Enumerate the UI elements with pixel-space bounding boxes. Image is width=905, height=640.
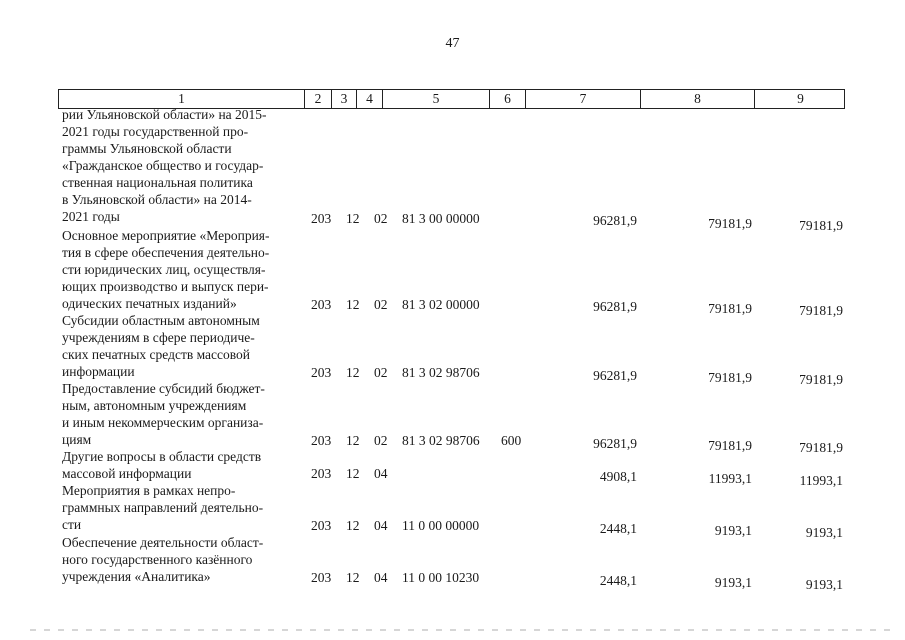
cell-col-9: 9193,1: [805, 525, 843, 540]
header-col-3: 3: [332, 90, 357, 108]
cell-col-7: 4908,1: [599, 469, 637, 484]
desc-line: граммы Ульяновской области: [62, 141, 232, 156]
row-description: [62, 448, 300, 482]
header-col-8: 8: [641, 90, 755, 108]
cell-col-4: 04: [374, 570, 388, 585]
desc-line: сти юридических лиц, осуществля-: [62, 262, 266, 277]
scan-edge-noise: [30, 629, 890, 631]
desc-line: информации: [62, 364, 135, 379]
desc-line: сти: [62, 517, 82, 532]
cell-col-9: 79181,9: [799, 303, 843, 318]
desc-line: «Гражданское общество и государ-: [62, 158, 264, 173]
header-col-2: 2: [305, 90, 332, 108]
cell-col-7: 2448,1: [599, 573, 637, 588]
cell-col-4: 02: [374, 297, 388, 312]
row-description: [62, 482, 300, 533]
desc-line: Основное мероприятие «Мероприя-: [62, 228, 270, 243]
cell-col-6: 600: [501, 433, 522, 448]
cell-col-2: 203: [311, 433, 332, 448]
row-description: [62, 380, 300, 448]
desc-line: ного государственного казённого: [62, 552, 253, 567]
desc-line: Предоставление субсидий бюджет-: [62, 381, 265, 396]
row-description: [62, 227, 300, 312]
cell-col-2: 203: [311, 518, 332, 533]
cell-col-4: 02: [374, 433, 388, 448]
desc-line: Субсидии областным автономным: [62, 313, 260, 328]
desc-line: ющих производство и выпуск пери-: [62, 279, 269, 294]
cell-col-3: 12: [346, 211, 360, 226]
desc-line: рии Ульяновской области» на 2015-: [62, 107, 267, 122]
header-col-4: 4: [357, 90, 383, 108]
cell-col-3: 12: [346, 570, 360, 585]
cell-col-5: 81 3 02 98706: [402, 365, 480, 380]
cell-col-4: 02: [374, 365, 388, 380]
cell-col-5: 81 3 02 98706: [402, 433, 480, 448]
cell-col-4: 02: [374, 211, 388, 226]
cell-col-7: 2448,1: [599, 521, 637, 536]
desc-line: и иным некоммерческим организа-: [62, 415, 264, 430]
cell-col-3: 12: [346, 518, 360, 533]
cell-col-8: 79181,9: [708, 370, 752, 385]
desc-line: граммных направлений деятельно-: [62, 500, 264, 515]
desc-line: учреждениям в сфере периодиче-: [62, 330, 255, 345]
cell-col-5: 11 0 00 10230: [402, 570, 480, 585]
header-col-6: 6: [490, 90, 526, 108]
desc-line: ным, автономным учреждениям: [62, 398, 247, 413]
cell-col-7: 96281,9: [593, 213, 637, 228]
cell-col-7: 96281,9: [593, 436, 637, 451]
cell-col-3: 12: [346, 297, 360, 312]
cell-col-8: 79181,9: [708, 438, 752, 453]
desc-line: в Ульяновской области» на 2014-: [62, 192, 252, 207]
cell-col-5: 11 0 00 00000: [402, 518, 480, 533]
cell-col-8: 79181,9: [708, 216, 752, 231]
cell-col-7: 96281,9: [593, 368, 637, 383]
desc-line: Обеспечение деятельности област-: [62, 535, 264, 550]
cell-col-4: 04: [374, 466, 388, 481]
cell-col-2: 203: [311, 211, 332, 226]
cell-col-8: 9193,1: [714, 575, 752, 590]
desc-line: ственная национальная политика: [62, 175, 253, 190]
desc-line: одических печатных изданий»: [62, 296, 237, 311]
cell-col-2: 203: [311, 297, 332, 312]
cell-col-5: 81 3 00 00000: [402, 211, 480, 226]
cell-col-2: 203: [311, 365, 332, 380]
cell-col-2: 203: [311, 570, 332, 585]
cell-col-2: 203: [311, 466, 332, 481]
header-col-7: 7: [526, 90, 641, 108]
desc-line: Мероприятия в рамках непро-: [62, 483, 236, 498]
desc-line: Другие вопросы в области средств: [62, 449, 262, 464]
cell-col-7: 96281,9: [593, 299, 637, 314]
header-col-1: 1: [59, 90, 305, 108]
cell-col-5: 81 3 02 00000: [402, 297, 480, 312]
cell-col-9: 79181,9: [799, 372, 843, 387]
cell-col-3: 12: [346, 365, 360, 380]
row-description: [62, 534, 300, 585]
desc-line: циям: [62, 432, 92, 447]
desc-line: 2021 годы государственной про-: [62, 124, 249, 139]
cell-col-4: 04: [374, 518, 388, 533]
cell-col-9: 79181,9: [799, 218, 843, 233]
page-number: 47: [445, 36, 460, 51]
cell-col-8: 79181,9: [708, 301, 752, 316]
cell-col-8: 9193,1: [714, 523, 752, 538]
desc-line: 2021 годы: [62, 209, 120, 224]
row-description: [62, 312, 300, 380]
header-col-9: 9: [797, 91, 804, 106]
desc-line: учреждения «Аналитика»: [62, 569, 211, 584]
row-description: [62, 106, 300, 225]
cell-col-3: 12: [346, 433, 360, 448]
cell-col-9: 9193,1: [805, 577, 843, 592]
cell-col-8: 11993,1: [708, 471, 752, 486]
cell-col-3: 12: [346, 466, 360, 481]
header-col-5: 5: [383, 90, 490, 108]
cell-col-9: 11993,1: [799, 473, 843, 488]
desc-line: массовой информации: [62, 466, 192, 481]
desc-line: ских печатных средств массовой: [62, 347, 251, 362]
desc-line: тия в сфере обеспечения деятельно-: [62, 245, 270, 260]
cell-col-9: 79181,9: [799, 440, 843, 455]
